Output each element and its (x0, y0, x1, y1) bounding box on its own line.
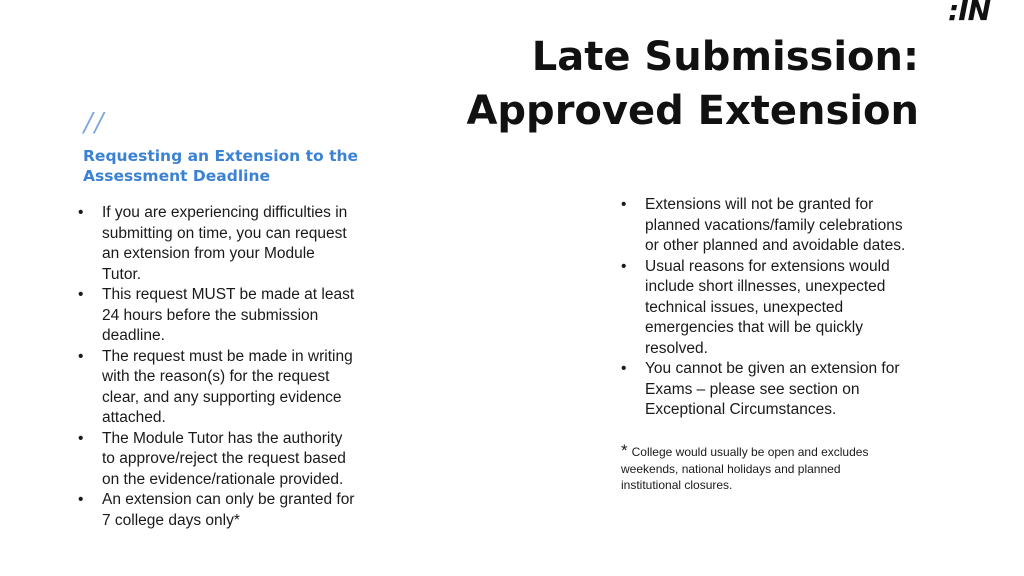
left-bullet-list (76, 203, 356, 531)
list-item-text: Extensions will not be granted for planned vacations/family celebrations or other planned and avoidable dates. (645, 196, 906, 254)
title-line-2: Approved Extension (466, 88, 919, 134)
list-item (619, 359, 909, 421)
list-item (76, 347, 356, 429)
list-item (619, 195, 909, 257)
list-item (76, 490, 356, 531)
list-item-text: Usual reasons for extensions would include short illnesses, unexpected technical issues, unexpected emergencies that will be quickly resolved. (645, 257, 890, 357)
brand-logo: :IN (948, 0, 991, 27)
footnote (621, 443, 896, 494)
bullet-icon: • (78, 286, 84, 303)
page-title (466, 30, 919, 138)
subtitle-line-2: Assessment Deadline (83, 167, 271, 185)
bullet-icon: • (621, 257, 627, 275)
subtitle-line-1: Requesting an Extension to the (83, 147, 359, 165)
footnote-text: College would usually be open and excludes weekends, national holidays and planned institutional closures. (621, 445, 869, 492)
list-item-text: This request MUST be made at least 24 hours before the submission deadline. (102, 286, 355, 344)
bullet-icon: • (621, 196, 627, 213)
bullet-icon: • (621, 360, 627, 377)
list-item-text: The Module Tutor has the authority to approve/reject the request based on the evidence/rationale provided. (102, 429, 346, 488)
list-item-text: The request must be made in writing with the reason(s) for the request clear, and any supporting evidence attached. (102, 347, 353, 426)
list-item-text: You cannot be given an extension for Exams – please see section on Exceptional Circumstances. (645, 360, 900, 418)
list-item (76, 285, 356, 347)
bullet-icon: • (78, 429, 84, 447)
right-bullet-list (619, 195, 909, 421)
bullet-icon: • (78, 347, 84, 365)
footnote-star: * (621, 441, 628, 460)
list-item (76, 429, 356, 491)
list-item-text: An extension can only be granted for 7 college days only* (102, 491, 355, 529)
section-subtitle (83, 146, 383, 186)
decorative-slashes: // (84, 108, 106, 138)
list-item (619, 257, 909, 360)
list-item-text: If you are experiencing difficulties in submitting on time, you can request an extension from your Module Tutor. (102, 204, 348, 283)
title-line-1: Late Submission: (531, 34, 919, 80)
bullet-icon: • (78, 491, 84, 508)
list-item (76, 203, 356, 285)
bullet-icon: • (78, 204, 84, 221)
